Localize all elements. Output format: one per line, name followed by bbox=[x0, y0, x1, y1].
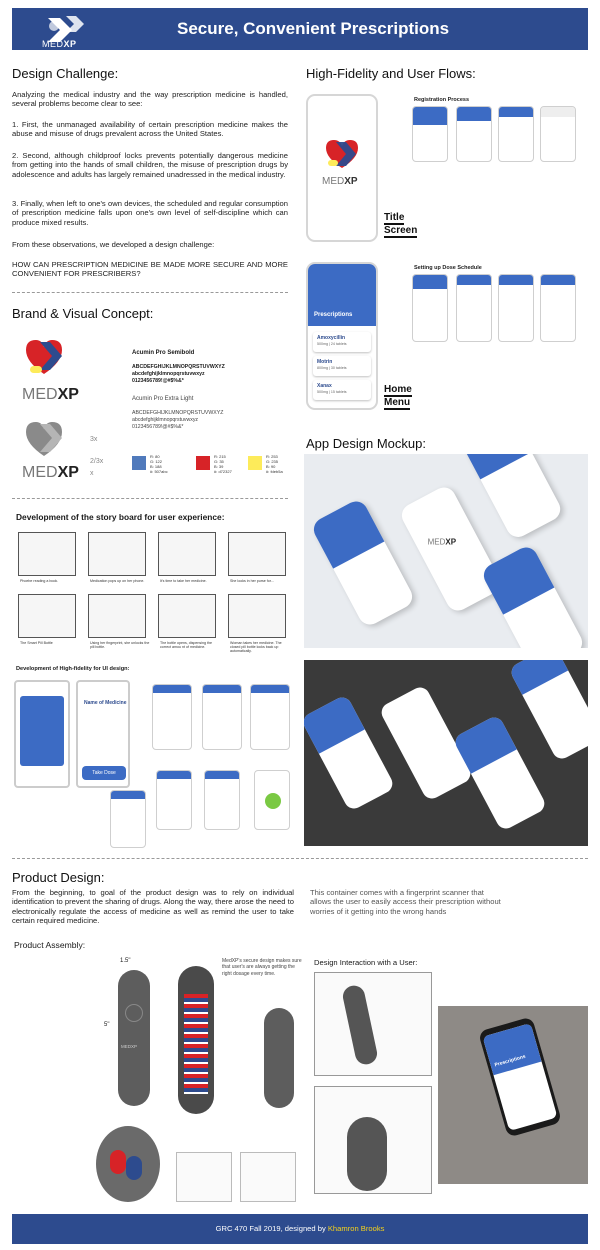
divider bbox=[12, 858, 588, 859]
dev-screen bbox=[202, 684, 242, 750]
scale-x: x bbox=[90, 470, 94, 477]
challenge-observation: From these observations, we developed a design challenge: bbox=[12, 240, 215, 249]
font2-sample: ABCDEFGHIJKLMNOPQRSTUVWXYZ abcdefghijklmnopqrstuvwxyz 0123456789!@#$%&* bbox=[132, 410, 224, 430]
challenge-point-2: 2. Second, although childproof locks prevents potentially dangerous medicine from getting into the hands of small children, the misuse of prescription drugs by adolescence and adults has largely remained unadressed in the medical industry. bbox=[12, 151, 288, 179]
med-card[interactable]: Amoxycillin 500mg | 24 tablets bbox=[313, 332, 371, 352]
hifi-dev-heading: Development of High-fidelity for UI design: bbox=[16, 666, 130, 672]
dev-screen bbox=[250, 684, 290, 750]
divider bbox=[12, 292, 288, 293]
dev-phone bbox=[14, 680, 70, 788]
flow-screen bbox=[498, 106, 534, 162]
title-screen-caption: Title Screen bbox=[384, 212, 418, 236]
device-logo: MEDXP bbox=[121, 1044, 138, 1049]
medxp-logo-icon bbox=[322, 138, 364, 172]
swatch-yellow-values: R: 253 G: 235 B: 90 #: fdeb5a bbox=[266, 454, 283, 474]
flow-screen bbox=[412, 274, 448, 342]
registration-label: Registration Process bbox=[414, 97, 470, 103]
flow-screen bbox=[456, 106, 492, 162]
footer-text: GRC 470 Fall 2019, designed by Khamron Brooks bbox=[215, 1224, 385, 1233]
scale-2-3x: 2/3x bbox=[90, 458, 104, 465]
dim-height: 5" bbox=[104, 1022, 110, 1028]
dim-width: 1.5" bbox=[120, 958, 131, 964]
storyboard-frame bbox=[158, 532, 216, 576]
storyboard-frame bbox=[158, 594, 216, 638]
hand-phone-title: Prescriptions bbox=[494, 1053, 527, 1069]
storyboard-caption: Using her fingerprint, she unlocks the pill bottle. bbox=[90, 641, 150, 649]
product-paragraph: From the beginning, to goal of the product design was to rely on individual identification to prevent the sharing of drugs. Along the way, there arose the need to electronically regulate the access of medicine as well as remind the user to take certain required medicine. bbox=[12, 888, 294, 926]
flow-screen bbox=[456, 274, 492, 342]
dev-screen bbox=[204, 770, 240, 830]
storyboard-frame bbox=[228, 594, 286, 638]
font2-name: Acumin Pro Extra Light bbox=[132, 396, 194, 402]
scale-3x: 3x bbox=[90, 436, 98, 443]
sketch-bottle bbox=[240, 1152, 296, 1202]
flow-screen bbox=[540, 274, 576, 342]
font1-sample: ABCDEFGHIJKLMNOPQRSTUVWXYZ abcdefghijklmnopqrstuvwxyz 0123456789!@#$%&* bbox=[132, 364, 225, 384]
dev-screen bbox=[254, 770, 290, 830]
storyboard-frame bbox=[18, 532, 76, 576]
pill-bottle-cutaway bbox=[178, 966, 214, 1114]
title-screen-phone bbox=[306, 94, 378, 242]
pill-bottle-side bbox=[264, 1008, 294, 1108]
pill-bottle-closed bbox=[118, 970, 150, 1106]
page-header bbox=[12, 8, 588, 50]
sketch-hand-bottle bbox=[314, 972, 432, 1076]
swatch-blue bbox=[132, 456, 146, 470]
medxp-logo-mono-icon bbox=[22, 420, 70, 460]
challenge-point-1: 1. First, the unmanaged availability of certain prescription medicine makes the abuse and misuse of drugs prevalent across the United States. bbox=[12, 120, 288, 139]
brand-heading: Brand & Visual Concept: bbox=[12, 306, 154, 321]
dev-screen bbox=[152, 684, 192, 750]
med-card[interactable]: Motrin 800mg | 30 tablets bbox=[313, 356, 371, 376]
fingerprint-icon bbox=[125, 1004, 143, 1022]
swatch-red-values: R: 215 G: 35 B: 39 #: d72327 bbox=[214, 454, 232, 474]
storyboard-caption: The Smart Pill Bottle bbox=[20, 641, 53, 645]
page-footer bbox=[12, 1214, 588, 1244]
dev-screen bbox=[110, 790, 146, 848]
mockup-photo-light bbox=[304, 454, 588, 648]
challenge-point-3: 3. Finally, when left to one's own devices, the scheduled and regular consumption of prescription medicine falls upon one's own level of self-discipline which can produce mixed results. bbox=[12, 199, 288, 227]
challenge-question: HOW CAN PRESCRIPTION MEDICINE BE MADE MORE SECURE AND MORE CONVENIENT FOR PRESCRIBERS? bbox=[12, 260, 288, 279]
storyboard-caption: She looks in her purse for... bbox=[230, 579, 274, 583]
swatch-red bbox=[196, 456, 210, 470]
design-challenge-heading: Design Challenge: bbox=[12, 66, 119, 81]
name-of-medicine: Name of Medicine bbox=[84, 700, 127, 706]
storyboard-frame bbox=[228, 532, 286, 576]
dev-phone bbox=[76, 680, 130, 788]
flow-screen bbox=[498, 274, 534, 342]
sketch-finger-scan bbox=[314, 1086, 432, 1194]
interaction-heading: Design Interaction with a User: bbox=[314, 958, 418, 967]
brand-logo-mono-text: MEDXP bbox=[22, 464, 79, 481]
mockup-photo-dark bbox=[304, 660, 588, 846]
brand-logo-text: MEDXP bbox=[22, 386, 79, 403]
hand-phone-photo bbox=[438, 1006, 588, 1184]
medxp-logo-icon bbox=[22, 338, 70, 378]
storyboard-caption: Woman takes her medicine. The closed pill bottle locks back up automatically. bbox=[230, 641, 282, 653]
mockup-logo-text: MEDXP bbox=[427, 537, 457, 547]
swatch-yellow bbox=[248, 456, 262, 470]
home-menu-phone bbox=[306, 262, 378, 410]
home-title: Prescriptions bbox=[314, 312, 353, 318]
challenge-intro: Analyzing the medical industry and the way prescription medicine is handled, several problems become clear to see: bbox=[12, 90, 288, 109]
swatch-blue-values: R: 80 G: 122 B: 188 #: 507abc bbox=[150, 454, 168, 474]
storyboard-frame bbox=[88, 594, 146, 638]
storyboard-heading: Development of the story board for user experience: bbox=[16, 512, 225, 522]
font1-name: Acumin Pro Semibold bbox=[132, 350, 195, 356]
flow-screen bbox=[540, 106, 576, 162]
dose-schedule-label: Setting up Dose Schedule bbox=[414, 265, 482, 271]
container-note: This container comes with a fingerprint scanner that allows the user to easily access their prescription without worries of it getting into the wrong hands bbox=[310, 888, 501, 916]
product-heading: Product Design: bbox=[12, 870, 105, 885]
take-dose-button[interactable]: Take Dose bbox=[82, 766, 126, 780]
mockup-heading: App Design Mockup: bbox=[306, 436, 426, 451]
assembly-heading: Product Assembly: bbox=[14, 940, 86, 950]
divider bbox=[12, 498, 288, 499]
storyboard-caption: It's time to take her medicine. bbox=[160, 579, 207, 583]
flow-screen bbox=[412, 106, 448, 162]
storyboard-frame bbox=[88, 532, 146, 576]
design-callout: MedXP's secure design makes sure that user's are always getting the right dosage every time. bbox=[222, 958, 302, 977]
storyboard-caption: Medication pops up on her phone. bbox=[90, 579, 145, 583]
storyboard-caption: The bottle opens, dispensing the correct amou nt of medicine. bbox=[160, 641, 212, 649]
app-logo-text: MEDXP bbox=[322, 176, 358, 187]
med-card[interactable]: Xanax 500mg | 15 tablets bbox=[313, 380, 371, 400]
pill-closeup bbox=[96, 1126, 160, 1202]
page-title: Secure, Convenient Prescriptions bbox=[177, 19, 450, 38]
header-logo-text: MEDXP bbox=[42, 39, 77, 49]
hifi-heading: High-Fidelity and User Flows: bbox=[306, 66, 476, 81]
storyboard-caption: Phoebe reading a book. bbox=[20, 579, 59, 583]
dev-screen bbox=[156, 770, 192, 830]
sketch-hand bbox=[176, 1152, 232, 1202]
home-menu-caption: Home Menu bbox=[384, 384, 412, 408]
storyboard-frame bbox=[18, 594, 76, 638]
